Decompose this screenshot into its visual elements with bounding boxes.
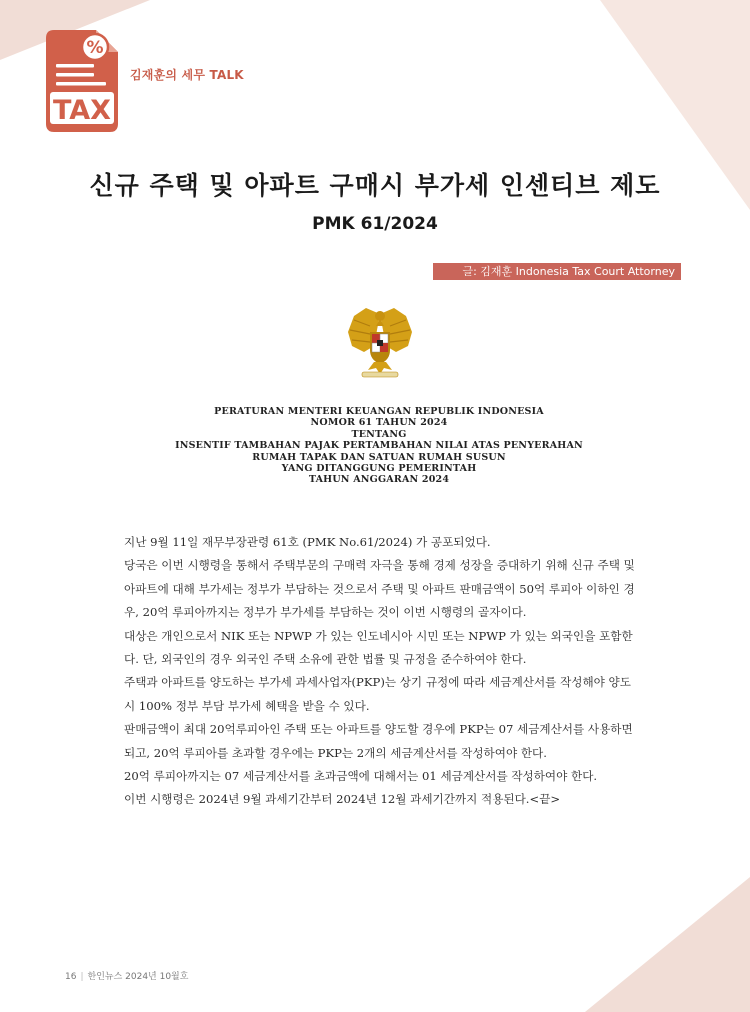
body-paragraph: 판매금액이 최대 20억루피아인 주택 또는 아파트를 양도할 경우에 PKP는 07 세금계산서를 사용하면 되고, 20억 루피아를 초과할 경우에는 PKP는 2개의 세금계산서를 작성하여야 한다. (124, 722, 633, 760)
body-paragraph: 주택과 아파트를 양도하는 부가세 과세사업자(PKP)는 상기 규정에 따라 세금계산서를 작성해야 양도시 100% 정부 부담 부가세 혜택을 받을 수 있다. (124, 675, 631, 713)
body-paragraph: 20억 루피아까지는 07 세금계산서를 초과금액에 대해서는 01 세금계산서를 작성하여야 한다. (124, 769, 598, 784)
author-badge: 글: 김재훈 Indonesia Tax Court Attorney (433, 263, 681, 280)
article-body (124, 531, 636, 812)
page-number: 16 (65, 972, 77, 982)
publication-name: 한인뉴스 2024년 10월호 (87, 972, 189, 982)
body-paragraph: 지난 9월 11일 재무부장관령 61호 (PMK No.61/2024) 가 공포되었다. (124, 535, 491, 549)
tax-logo-text: TAX (52, 95, 112, 126)
regulation-line: INSENTIF TAMBAHAN PAJAK PERTAMBAHAN NILAI ATAS PENYERAHAN (175, 440, 583, 452)
regulation-header (0, 406, 750, 486)
page-title: 신규 주택 및 아파트 구매시 부가세 인센티브 제도 (89, 171, 661, 200)
regulation-line: PERATURAN MENTERI KEUANGAN REPUBLIK INDONESIA (214, 406, 544, 417)
regulation-line: RUMAH TAPAK DAN SATUAN RUMAH SUSUN (252, 451, 506, 463)
corner-decoration-bottom-right (585, 877, 750, 1012)
body-paragraph: 이번 시행령은 2024년 9월 과세기간부터 2024년 12월 과세기간까지 적용된다.<끝> (124, 792, 561, 807)
regulation-line: TAHUN ANGGARAN 2024 (308, 474, 450, 486)
svg-text:%: % (86, 38, 104, 58)
regulation-line: YANG DITANGGUNG PEMERINTAH (281, 463, 477, 475)
page-footer (65, 969, 188, 982)
tax-document-icon (44, 28, 120, 134)
regulation-line: NOMOR 61 TAHUN 2024 (310, 417, 448, 429)
body-paragraph: 대상은 개인으로서 NIK 또는 NPWP 가 있는 인도네시아 시민 또는 NPWP 가 있는 외국인을 포함한다. 단, 외국인의 경우 외국인 주택 소유에 관한 법률 및 규정을 준수하여야 한다. (124, 628, 633, 667)
garuda-emblem-icon (344, 306, 416, 380)
series-label: 김재훈의 세무 TALK (130, 68, 244, 82)
regulation-line: TENTANG (351, 428, 407, 440)
page-subtitle: PMK 61/2024 (312, 214, 438, 234)
body-paragraph: 당국은 이번 시행령을 통해서 주택부문의 구매력 자극을 통해 경제 성장을 증대하기 위해 신규 주택 및 아파트에 대해 부가세는 정부가 부담하는 것으로서 주택 및 아파트 판매금액이 50억 루피아 이하인 경우, 20억 루피아까지는 정부가 부가세를 부담하는 것이 이번 시행령의 골자이다. (124, 558, 635, 620)
percent-badge-icon (82, 34, 108, 60)
footer-separator: | (80, 972, 84, 982)
